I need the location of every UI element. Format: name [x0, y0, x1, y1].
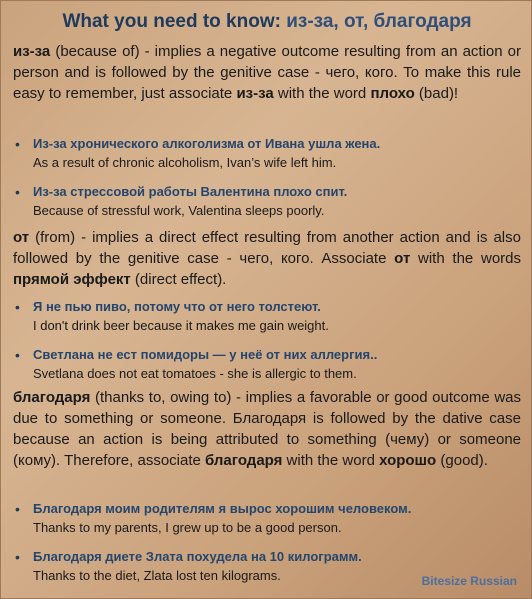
ot-text-1: (from) - implies a direct effect resulting from another action and is also followed by the genitive case - чего, кого. Associate [13, 229, 521, 267]
example-translation: Svetlana does not eat tomatoes - she is allergic to them. [33, 366, 357, 381]
blagodarya-keyword: хорошо [379, 452, 437, 469]
title-prefix: What you need to know: [62, 11, 281, 32]
ot-keyword: прямой эффект [13, 271, 131, 288]
ot-text-3: (direct effect). [130, 271, 227, 288]
bullet-icon: • [15, 136, 20, 152]
example-translation: Thanks to my parents, I grew up to be a good person. [33, 520, 342, 535]
blagodarya-term: благодаря [13, 389, 91, 406]
example-russian: Из-за хронического алкоголизма от Ивана ушла жена. [33, 136, 381, 151]
example-russian: Благодаря моим родителям я вырос хорошим человеком. [33, 501, 412, 516]
blagodarya-text-2: with the word [282, 452, 380, 469]
iz-za-text-3: (bad)! [414, 85, 459, 102]
page-title [1, 11, 532, 33]
example-translation: As a result of chronic alcoholism, Ivan’s wife left him. [33, 155, 337, 170]
ot-term: от [13, 229, 30, 246]
blagodarya-term-2: благодаря [205, 452, 283, 469]
bullet-icon: • [15, 501, 20, 517]
ot-explanation [13, 227, 521, 290]
ot-text-2: with the words [410, 250, 521, 267]
bullet-icon: • [15, 549, 20, 565]
iz-za-explanation [13, 41, 521, 104]
example-russian: Из-за стрессовой работы Валентина плохо спит. [33, 184, 348, 199]
iz-za-text-2: with the word [273, 85, 371, 102]
ot-term-2: от [394, 250, 411, 267]
blagodarya-text-1: (thanks to, owing to) - implies a favorable or good outcome was due to something or someone. Благодаря is followed by the dative case because an action is being attributed to something (чему) or someone (кому). Therefore, associate [13, 389, 521, 469]
brand-watermark: Bitesize Russian [421, 574, 517, 588]
bullet-icon: • [15, 184, 20, 200]
iz-za-keyword: плохо [370, 85, 415, 102]
title-words: из-за, от, благодаря [286, 11, 472, 32]
example-russian: Благодаря диете Злата похудела на 10 килограмм. [33, 549, 362, 564]
iz-za-term-2: из-за [236, 85, 274, 102]
example-russian: Светлана не ест помидоры — у неё от них аллергия.. [33, 347, 378, 362]
example-translation: Thanks to the diet, Zlata lost ten kilograms. [33, 568, 281, 583]
iz-za-text-1: (because of) - implies a negative outcome resulting from an action or person and is followed by the genitive case - чего, кого. To make this rule easy to remember, just associate [13, 43, 521, 102]
example-russian: Я не пью пиво, потому что от него толстеют. [33, 299, 321, 314]
bullet-icon: • [15, 299, 20, 315]
blagodarya-explanation [13, 387, 521, 471]
example-translation: Because of stressful work, Valentina sleeps poorly. [33, 203, 325, 218]
blagodarya-text-3: (good). [436, 452, 488, 469]
bullet-icon: • [15, 347, 20, 363]
iz-za-term: из-за [13, 43, 51, 60]
example-translation: I don't drink beer because it makes me gain weight. [33, 318, 329, 333]
